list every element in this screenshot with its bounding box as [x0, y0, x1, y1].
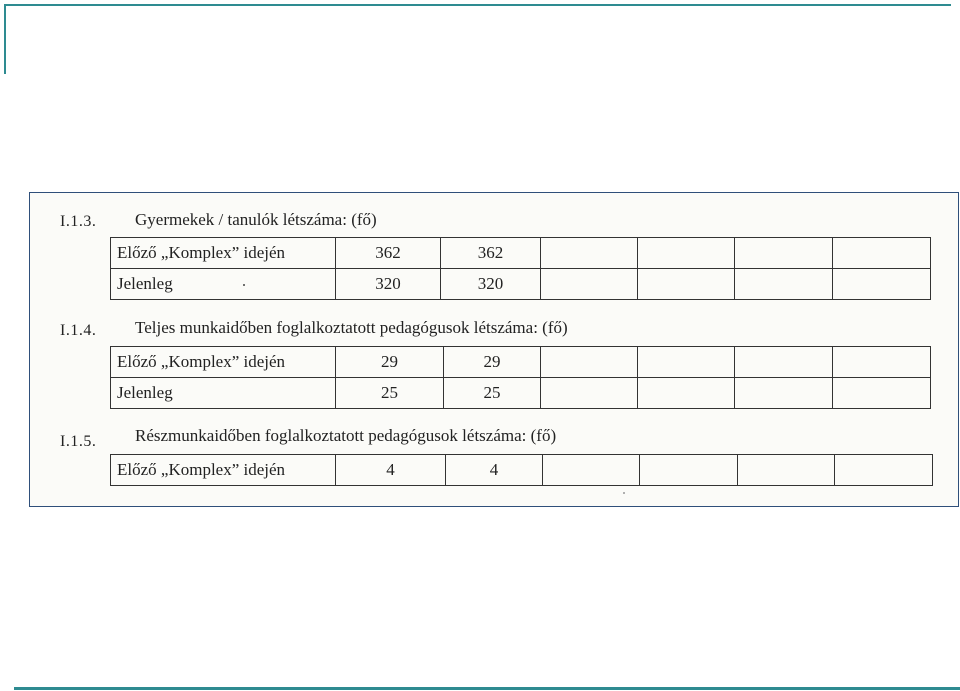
- scan-speck: [243, 284, 245, 286]
- value-cell: 362: [441, 238, 541, 269]
- table-row: [111, 378, 931, 409]
- table-i14: [110, 346, 931, 409]
- empty-cell: [638, 238, 735, 269]
- row-label: Jelenleg: [111, 378, 336, 409]
- empty-cell: [833, 269, 931, 300]
- value-cell: 29: [444, 347, 541, 378]
- empty-cell: [738, 455, 835, 486]
- empty-cell: [541, 378, 638, 409]
- empty-cell: [543, 455, 640, 486]
- left-decorative-rule: [4, 4, 6, 74]
- empty-cell: [541, 347, 638, 378]
- empty-cell: [638, 378, 735, 409]
- row-label: Előző „Komplex” idején: [111, 238, 336, 269]
- scan-speck: [623, 492, 625, 494]
- table-i15: [110, 454, 933, 486]
- value-cell: 4: [336, 455, 446, 486]
- value-cell: 4: [446, 455, 543, 486]
- top-decorative-rule: [4, 4, 951, 6]
- empty-cell: [541, 238, 638, 269]
- bottom-decorative-rule: [14, 687, 960, 690]
- empty-cell: [638, 347, 735, 378]
- section-title-i14: Teljes munkaidőben foglalkoztatott pedagógusok létszáma: (fő): [135, 318, 568, 337]
- empty-cell: [735, 378, 833, 409]
- table-row: [111, 269, 931, 300]
- empty-cell: [735, 347, 833, 378]
- section-number-i13: I.1.3.: [60, 213, 97, 230]
- value-cell: 320: [336, 269, 441, 300]
- empty-cell: [835, 455, 933, 486]
- value-cell: 29: [336, 347, 444, 378]
- value-cell: 25: [336, 378, 444, 409]
- row-label: Jelenleg: [117, 274, 173, 293]
- row-label-cell: [111, 269, 336, 300]
- empty-cell: [735, 269, 833, 300]
- section-number-i14: I.1.4.: [60, 322, 97, 339]
- row-label: Előző „Komplex” idején: [111, 455, 336, 486]
- table-row: [111, 238, 931, 269]
- row-label: Előző „Komplex” idején: [111, 347, 336, 378]
- section-number-i15: I.1.5.: [60, 433, 97, 450]
- empty-cell: [833, 378, 931, 409]
- section-title-i13: Gyermekek / tanulók létszáma: (fő): [135, 210, 377, 229]
- value-cell: 320: [441, 269, 541, 300]
- value-cell: 25: [444, 378, 541, 409]
- empty-cell: [541, 269, 638, 300]
- empty-cell: [833, 238, 931, 269]
- value-cell: 362: [336, 238, 441, 269]
- empty-cell: [833, 347, 931, 378]
- empty-cell: [638, 269, 735, 300]
- empty-cell: [640, 455, 738, 486]
- section-title-i15: Részmunkaidőben foglalkoztatott pedagógusok létszáma: (fő): [135, 426, 557, 445]
- empty-cell: [735, 238, 833, 269]
- table-row: [111, 347, 931, 378]
- table-row: [111, 455, 933, 486]
- table-i13: [110, 237, 931, 300]
